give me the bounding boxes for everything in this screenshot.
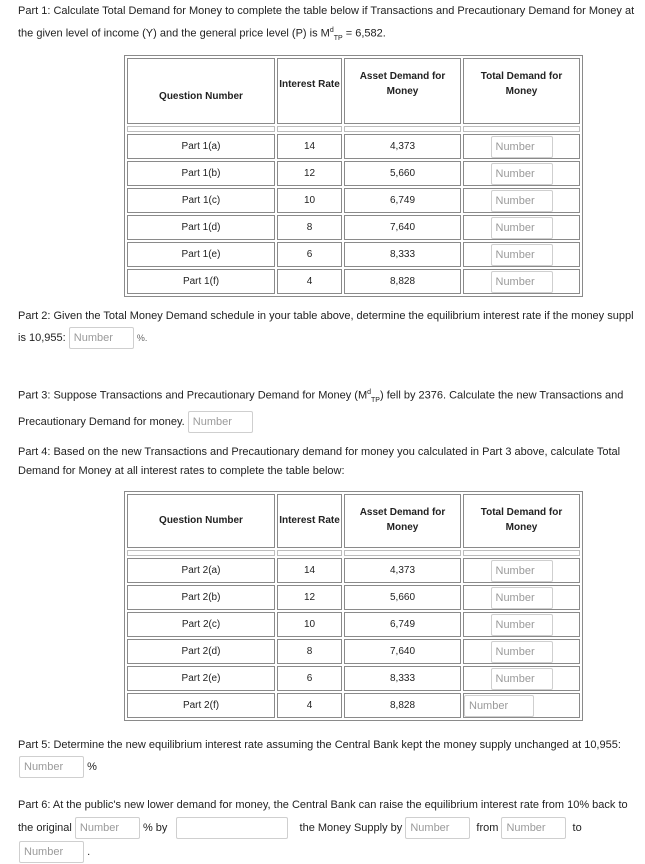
total-demand-input[interactable]: Number xyxy=(491,560,553,582)
header-total-demand: Total Demand for Money xyxy=(463,58,580,124)
asset-cell: 8,828 xyxy=(344,269,461,294)
header-interest-rate: Interest Rate xyxy=(277,494,342,548)
header-interest-rate: Interest Rate xyxy=(277,58,342,124)
part6-instructions xyxy=(18,794,645,864)
part6-line1: Part 6: At the public's new lower demand for money, the Central Bank can raise the equilibrium interest rate from 10% back to xyxy=(18,799,628,811)
part5-line1: Part 5: Determine the new equilibrium interest rate assuming the Central Bank kept the money supply unchanged at 10,955: xyxy=(18,739,621,751)
rate-cell: 8 xyxy=(277,215,342,240)
spacer-cell xyxy=(127,550,275,556)
part2-line2 xyxy=(18,327,645,349)
header-total-demand: Total Demand for Money xyxy=(463,494,580,548)
total-demand-input[interactable]: Number xyxy=(491,614,553,636)
spacer-cell xyxy=(463,550,580,556)
table-spacer-row xyxy=(127,550,580,556)
part1-line2 xyxy=(18,21,645,48)
total-cell xyxy=(463,693,580,718)
part1-line2-post: = 6,582. xyxy=(342,27,386,40)
question-cell: Part 2(f) xyxy=(127,693,275,718)
part2-line2-text: is 10,955: xyxy=(18,331,66,344)
question-cell: Part 2(d) xyxy=(127,639,275,664)
asset-cell: 7,640 xyxy=(344,215,461,240)
spacer-cell xyxy=(277,126,342,132)
header-question-number: Question Number xyxy=(127,58,275,124)
part6-original-text: the original xyxy=(18,822,72,834)
question-cell: Part 2(c) xyxy=(127,612,275,637)
part3-line2 xyxy=(18,411,645,433)
part6-end-period: . xyxy=(87,846,91,858)
equilibrium-rate-input[interactable]: Number xyxy=(69,327,134,349)
table-header-row xyxy=(127,494,580,548)
question-cell: Part 1(b) xyxy=(127,161,275,186)
part6-supply-text: the Money Supply by xyxy=(299,822,403,834)
header-asset-demand: Asset Demand for Money xyxy=(344,58,461,124)
table-row xyxy=(127,134,580,159)
table-header-row xyxy=(127,58,580,124)
total-cell xyxy=(463,188,580,213)
table-row xyxy=(127,666,580,691)
table-row xyxy=(127,585,580,610)
part4-table xyxy=(124,491,583,721)
asset-cell: 5,660 xyxy=(344,161,461,186)
spacer-cell xyxy=(344,126,461,132)
part2-line1: Part 2: Given the Total Money Demand schedule in your table above, determine the equilibrium interest rate if the money suppl xyxy=(18,310,634,322)
part3-line1-sub: TP xyxy=(371,396,380,404)
table-row xyxy=(127,161,580,186)
part3-line1-post: ) fell by 2376. Calculate the new Transactions and xyxy=(379,389,624,402)
total-cell xyxy=(463,215,580,240)
spacer-cell xyxy=(344,550,461,556)
total-cell xyxy=(463,639,580,664)
part1-table xyxy=(124,55,583,297)
part5-line2 xyxy=(18,756,645,778)
total-demand-input[interactable]: Number xyxy=(491,163,553,185)
table-spacer-row xyxy=(127,126,580,132)
part1-line1: Part 1: Calculate Total Demand for Money to complete the table below if Transactions and Precautionary Demand for Money at xyxy=(18,5,635,17)
raise-method-dropdown[interactable] xyxy=(176,817,288,839)
header-question-number: Question Number xyxy=(127,494,275,548)
new-mdtp-input[interactable]: Number xyxy=(188,411,253,433)
total-demand-input[interactable]: Number xyxy=(491,641,553,663)
asset-cell: 6,749 xyxy=(344,612,461,637)
percent-unit: % xyxy=(87,760,97,773)
spacer-cell xyxy=(127,126,275,132)
total-cell xyxy=(463,558,580,583)
question-cell: Part 1(a) xyxy=(127,134,275,159)
total-cell xyxy=(463,612,580,637)
total-demand-input[interactable]: Number xyxy=(491,668,553,690)
rate-cell: 4 xyxy=(277,693,342,718)
part6-pct-by-text: % by xyxy=(142,822,168,834)
table-row xyxy=(127,188,580,213)
total-demand-input[interactable]: Number xyxy=(491,587,553,609)
part6-line2 xyxy=(18,817,645,840)
table-row xyxy=(127,269,580,294)
total-demand-input[interactable]: Number xyxy=(491,244,553,266)
total-cell xyxy=(463,161,580,186)
table-row xyxy=(127,242,580,267)
total-cell xyxy=(463,666,580,691)
part3-line2-text: Precautionary Demand for money. xyxy=(18,415,185,428)
supply-from-input[interactable]: Number xyxy=(501,817,566,839)
part4-line2: Demand for Money at all interest rates to complete the table below: xyxy=(18,465,345,477)
percent-unit: %. xyxy=(136,332,148,343)
part3-line1 xyxy=(18,382,645,411)
supply-change-input[interactable]: Number xyxy=(405,817,470,839)
part6-from-text: from xyxy=(476,822,499,834)
total-demand-input[interactable]: Number xyxy=(491,271,553,293)
header-asset-demand: Asset Demand for Money xyxy=(344,494,461,548)
asset-cell: 8,828 xyxy=(344,693,461,718)
rate-cell: 4 xyxy=(277,269,342,294)
asset-cell: 4,373 xyxy=(344,558,461,583)
asset-cell: 4,373 xyxy=(344,134,461,159)
question-cell: Part 2(e) xyxy=(127,666,275,691)
part2-instructions xyxy=(18,306,645,349)
asset-cell: 8,333 xyxy=(344,242,461,267)
part3-instructions xyxy=(18,382,645,433)
table-row xyxy=(127,639,580,664)
part1-line2-pre: the given level of income (Y) and the general price level (P) is M xyxy=(18,27,330,40)
supply-to-input[interactable]: Number xyxy=(19,841,84,863)
part6-to-text: to xyxy=(572,822,582,834)
question-cell: Part 2(a) xyxy=(127,558,275,583)
part1-line2-sup: d xyxy=(329,27,334,34)
total-cell xyxy=(463,134,580,159)
part4-instructions xyxy=(18,443,645,481)
table-row xyxy=(127,612,580,637)
rate-cell: 6 xyxy=(277,666,342,691)
total-demand-input[interactable]: Number xyxy=(491,136,553,158)
part4-line1: Part 4: Based on the new Transactions and Precautionary demand for money you calculated in Part 3 above, calculate Total xyxy=(18,446,621,458)
rate-cell: 14 xyxy=(277,134,342,159)
rate-cell: 6 xyxy=(277,242,342,267)
total-demand-input[interactable]: Number xyxy=(491,217,553,239)
spacer-cell xyxy=(463,126,580,132)
question-cell: Part 1(e) xyxy=(127,242,275,267)
asset-cell: 5,660 xyxy=(344,585,461,610)
new-equilibrium-rate-input[interactable]: Number xyxy=(19,756,84,778)
table-row xyxy=(127,693,580,718)
part3-line1-sup: d xyxy=(367,389,372,396)
total-cell xyxy=(463,242,580,267)
rate-cell: 8 xyxy=(277,639,342,664)
original-rate-input[interactable]: Number xyxy=(75,817,140,839)
question-cell: Part 1(f) xyxy=(127,269,275,294)
part5-instructions xyxy=(18,735,645,778)
asset-cell: 7,640 xyxy=(344,639,461,664)
question-cell: Part 1(c) xyxy=(127,188,275,213)
asset-cell: 8,333 xyxy=(344,666,461,691)
table-row xyxy=(127,558,580,583)
total-demand-input[interactable]: Number xyxy=(491,190,553,212)
total-cell xyxy=(463,269,580,294)
part3-line1-pre: Part 3: Suppose Transactions and Precautionary Demand for Money (M xyxy=(18,389,368,402)
total-demand-input[interactable]: Number xyxy=(464,695,534,717)
rate-cell: 10 xyxy=(277,188,342,213)
rate-cell: 10 xyxy=(277,612,342,637)
table-row xyxy=(127,215,580,240)
asset-cell: 6,749 xyxy=(344,188,461,213)
question-cell: Part 1(d) xyxy=(127,215,275,240)
part6-line3 xyxy=(18,841,645,864)
total-cell xyxy=(463,585,580,610)
part1-line2-sub: TP xyxy=(333,34,343,42)
question-cell: Part 2(b) xyxy=(127,585,275,610)
rate-cell: 12 xyxy=(277,161,342,186)
rate-cell: 12 xyxy=(277,585,342,610)
rate-cell: 14 xyxy=(277,558,342,583)
spacer-cell xyxy=(277,550,342,556)
part1-instructions xyxy=(18,2,645,48)
